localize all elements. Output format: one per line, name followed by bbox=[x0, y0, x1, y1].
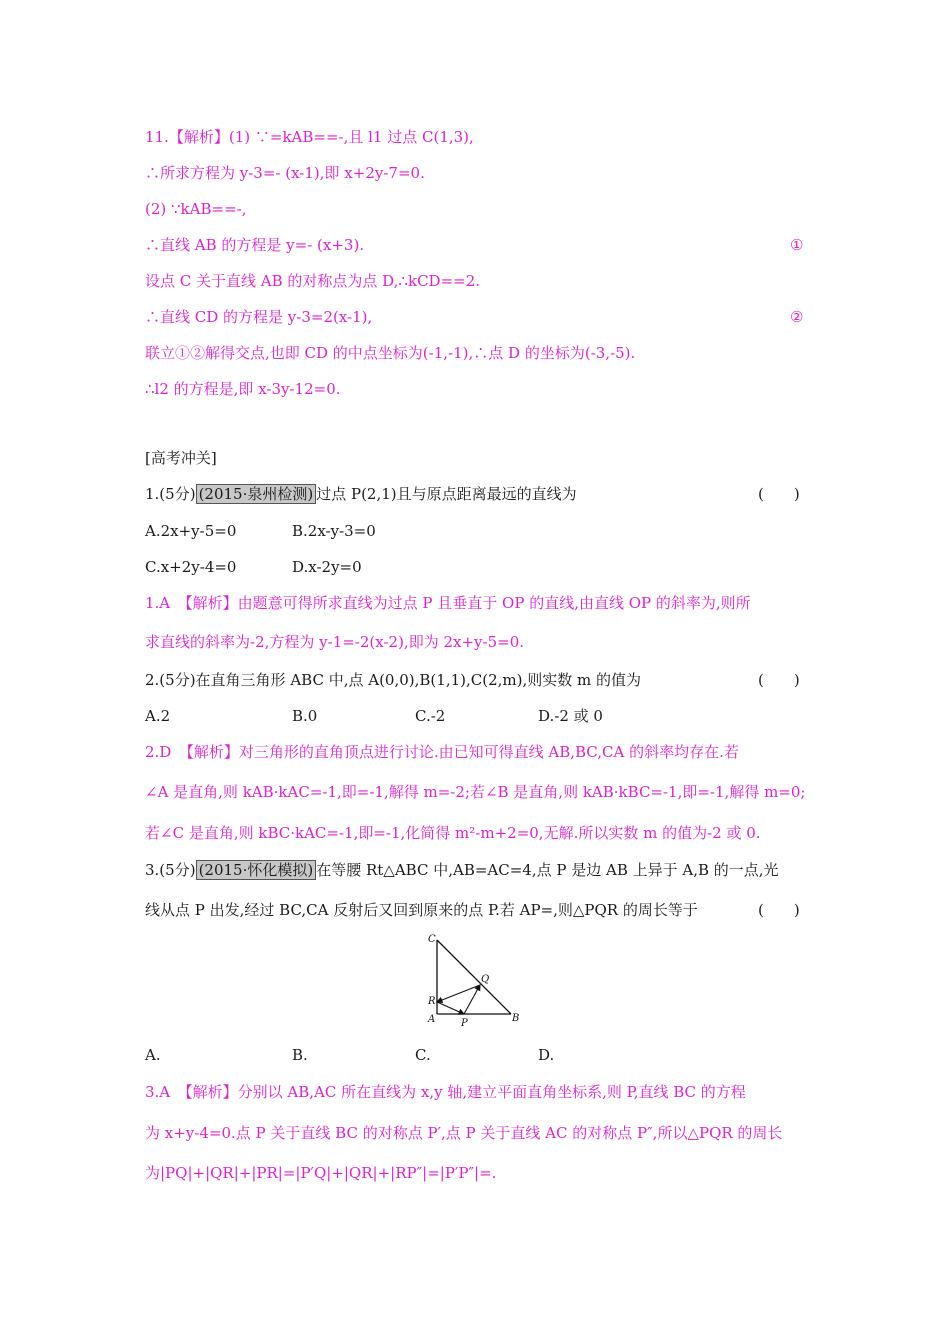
q1-source-tag: (2015·泉州检测) bbox=[196, 484, 317, 504]
q2-option-c: C.-2 bbox=[415, 707, 446, 725]
q1-number: 1.(5分) bbox=[145, 485, 196, 503]
q1-option-c: C.x+2y-4=0 bbox=[145, 558, 237, 576]
label-r: R bbox=[428, 996, 436, 1007]
q11-line-6: ∴直线 CD 的方程是 y-3=2(x-1), bbox=[145, 308, 373, 326]
ray-rp bbox=[437, 1002, 464, 1014]
q2-solution-2: ∠A 是直角,则 kAB·kAC=-1,即=-1,解得 m=-2;若∠B 是直角,则 kAB·kBC=-1,即=-1,解得 m=0; bbox=[145, 783, 806, 801]
q2-option-a: A.2 bbox=[145, 707, 171, 725]
q2-solution-1: 2.D 【解析】对三角形的直角顶点进行讨论.由已知可得直线 AB,BC,CA 的斜率均存在.若 bbox=[145, 743, 739, 761]
q11-line-8: ∴l2 的方程是,即 x-3y-12=0. bbox=[145, 380, 341, 398]
q1-answer-paren: ( ) bbox=[758, 485, 800, 503]
label-q: Q bbox=[481, 974, 490, 985]
q11-line-7: 联立①②解得交点,也即 CD 的中点坐标为(-1,-1),∴点 D 的坐标为(-3,-5). bbox=[145, 344, 636, 362]
q3-number: 3.(5分) bbox=[145, 861, 196, 879]
label-p: P bbox=[461, 1018, 468, 1029]
q3-solution-1: 3.A 【解析】分别以 AB,AC 所在直线为 x,y 轴,建立平面直角坐标系,则 P,直线 BC 的方程 bbox=[145, 1083, 746, 1101]
q3-option-d: D. bbox=[538, 1046, 555, 1064]
q3-answer-paren: ( ) bbox=[758, 901, 800, 919]
q1-solution-1: 1.A 【解析】由题意可得所求直线为过点 P 且垂直于 OP 的直线,由直线 OP 的斜率为,则所 bbox=[145, 594, 751, 612]
q1-option-b: B.2x-y-3=0 bbox=[292, 522, 376, 540]
ray-pq bbox=[464, 985, 480, 1014]
label-b: B bbox=[512, 1013, 520, 1024]
q3-option-a: A. bbox=[145, 1046, 161, 1064]
q3-option-b: B. bbox=[292, 1046, 308, 1064]
q1-stem bbox=[145, 484, 577, 504]
label-a: A bbox=[428, 1014, 436, 1025]
q2-option-b: B.0 bbox=[292, 707, 318, 725]
q11-line-2: ∴所求方程为 y-3=- (x-1),即 x+2y-7=0. bbox=[145, 164, 425, 182]
q1-option-a: A.2x+y-5=0 bbox=[145, 522, 237, 540]
section-title: [高考冲关] bbox=[145, 449, 217, 467]
q11-line-3: (2) ∵kAB==-, bbox=[145, 200, 247, 218]
q11-line-5: 设点 C 关于直线 AB 的对称点为点 D,∴kCD==2. bbox=[145, 272, 481, 290]
q2-answer-paren: ( ) bbox=[758, 671, 800, 689]
q11-line-1: 11.【解析】(1) ∵=kAB==-,且 l1 过点 C(1,3), bbox=[145, 128, 474, 146]
q3-stem-1 bbox=[145, 860, 779, 880]
q2-option-d: D.-2 或 0 bbox=[538, 707, 603, 725]
q3-text: 在等腰 Rt△ABC 中,AB=AC=4,点 P 是边 AB 上异于 A,B 的一点,光 bbox=[316, 861, 779, 879]
q3-option-c: C. bbox=[415, 1046, 431, 1064]
q1-solution-2: 求直线的斜率为-2,方程为 y-1=-2(x-2),即为 2x+y-5=0. bbox=[145, 633, 525, 651]
q3-stem-2: 线从点 P 出发,经过 BC,CA 反射后又回到原来的点 P.若 AP=,则△PQR 的周长等于 bbox=[145, 901, 698, 919]
q1-text: 过点 P(2,1)且与原点距离最远的直线为 bbox=[316, 485, 577, 503]
q11-line-4: ∴直线 AB 的方程是 y=- (x+3). bbox=[145, 236, 365, 254]
ray-qr bbox=[437, 985, 480, 1002]
q2-stem: 2.(5分)在直角三角形 ABC 中,点 A(0,0),B(1,1),C(2,m),则实数 m 的值为 bbox=[145, 671, 641, 689]
q1-option-d: D.x-2y=0 bbox=[292, 558, 362, 576]
label-c: C bbox=[428, 934, 436, 945]
q3-solution-3: 为|PQ|+|QR|+|PR|=|P′Q|+|QR|+|RP″|=|P′P″|=. bbox=[145, 1164, 497, 1182]
q2-solution-3: 若∠C 是直角,则 kBC·kAC=-1,即=-1,化简得 m²-m+2=0,无解.所以实数 m 的值为-2 或 0. bbox=[145, 824, 761, 842]
q11-mark-2: ② bbox=[790, 308, 804, 326]
q3-source-tag: (2015·怀化模拟) bbox=[196, 860, 317, 880]
q3-solution-2: 为 x+y-4=0.点 P 关于直线 BC 的对称点 P′,点 P 关于直线 AC 的对称点 P″,所以△PQR 的周长 bbox=[145, 1124, 783, 1142]
side-bc bbox=[437, 940, 511, 1014]
triangle-figure bbox=[420, 930, 530, 1030]
q11-mark-1: ① bbox=[790, 236, 804, 254]
